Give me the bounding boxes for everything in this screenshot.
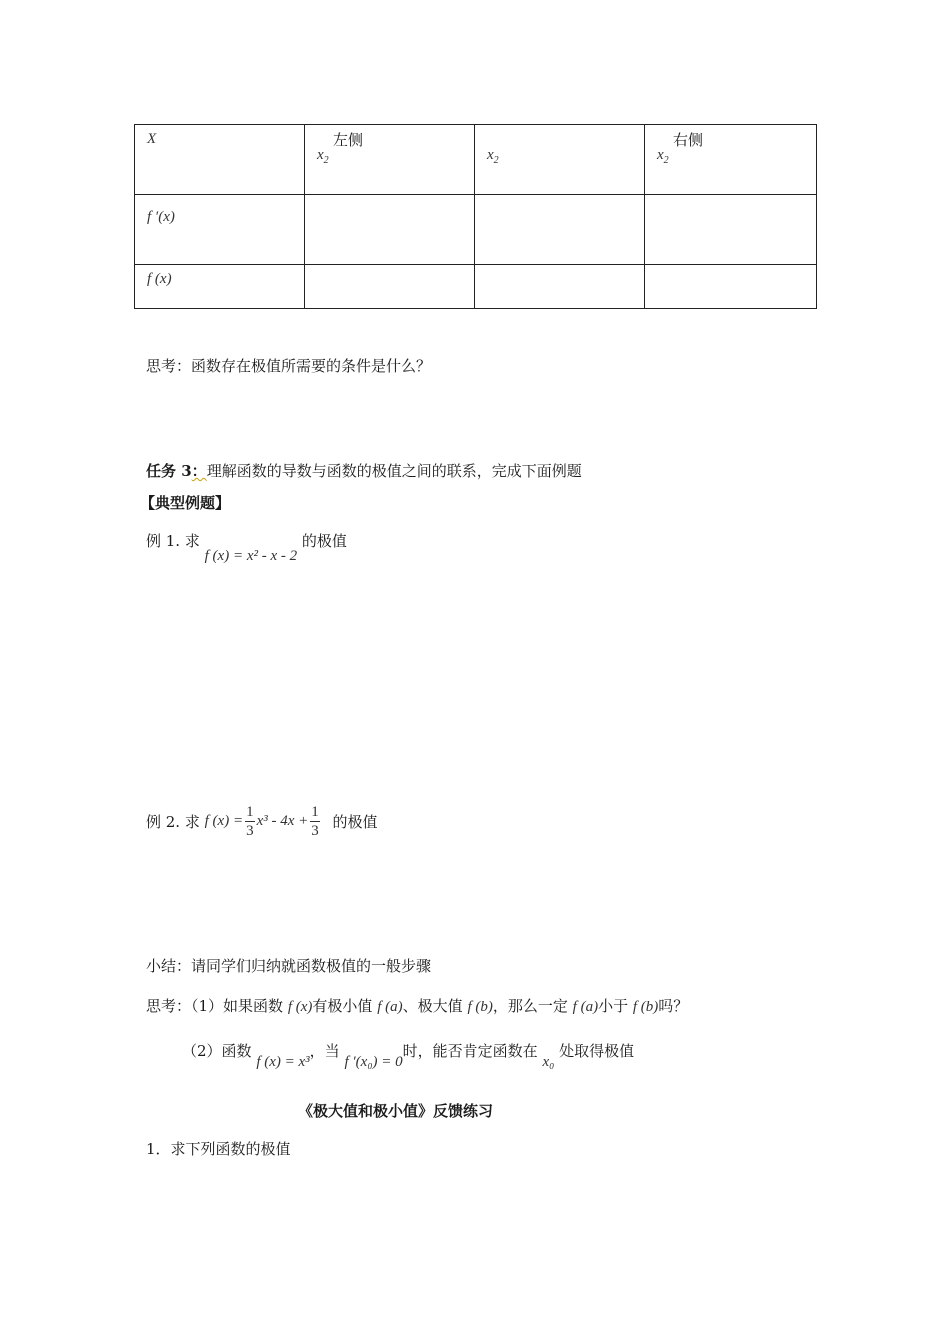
think2-q1-text: （1）如果函数	[191, 997, 284, 1015]
think2-q1-text: 有极小值	[312, 997, 373, 1015]
think2-q1-text: 、极大值	[402, 997, 463, 1015]
think2-q2-text: （2）函数	[182, 1042, 252, 1060]
exercise-1: 1．求下列函数的极值	[146, 1140, 291, 1158]
table-row-derivative-label: f ′(x)	[147, 209, 175, 225]
table-cell	[305, 265, 475, 309]
think2-q1-fb: f (b)	[467, 999, 493, 1015]
table-header-left-cell	[305, 125, 475, 195]
think2-q1-fb: f (b)	[632, 999, 659, 1015]
think2-q1-text: ，那么一定	[492, 997, 568, 1015]
example-2-fraction-2: $\frac{1}{3}$	[311, 804, 319, 839]
table-cell	[305, 195, 475, 265]
task3-text: 理解函数的导数与函数的极值之间的联系，完成下面例题	[206, 462, 582, 480]
task3-colon: ：	[191, 462, 207, 480]
table-header-x-cell	[135, 125, 305, 195]
example-1-suffix: 的极值	[301, 532, 347, 550]
example-2-fraction-1: $\frac{1}{3}$	[246, 804, 254, 839]
example-2-lhs: f (x) =	[204, 813, 244, 829]
example-1	[146, 530, 347, 564]
think2-q1-text: 吗？	[658, 997, 689, 1015]
task3-label: 任务 3	[146, 462, 192, 480]
table-cell	[475, 265, 645, 309]
think2-q2-text: ，当	[309, 1042, 340, 1060]
example-1-formula: f (x) = x² - x - 2	[204, 548, 298, 564]
example-2-suffix: 的极值	[332, 813, 378, 831]
think-question-2	[146, 995, 688, 1016]
example-2-prefix: 例 2. 求	[146, 813, 200, 831]
summary: 小结：请同学们归纳就函数极值的一般步骤	[146, 957, 432, 975]
table-header-x2: $x_2$	[487, 147, 499, 166]
think2-q1-fa: f (a)	[572, 999, 599, 1015]
example-1-prefix: 例 1. 求	[146, 532, 200, 550]
task3-heading	[146, 460, 582, 481]
think2-q1-fx: f (x)	[287, 999, 313, 1015]
table-header-x2-right: $x_2$	[657, 147, 669, 166]
think2-label: 思考：	[146, 997, 192, 1015]
think2-q2-x0: x₀	[542, 1054, 555, 1070]
table-row-derivative-label-cell	[135, 195, 305, 265]
table-cell	[645, 195, 817, 265]
table-header-left-side: 左侧	[333, 131, 364, 149]
example-2-term: x³ - 4x +	[256, 813, 309, 829]
table-header-right-side: 右侧	[673, 131, 704, 149]
think2-q2-text: 处取得极值	[559, 1042, 635, 1060]
table-cell	[475, 195, 645, 265]
think-question-2-part-2	[182, 1040, 635, 1070]
table-header-right-cell	[645, 125, 817, 195]
think2-q2-fx: f (x) = x³	[256, 1054, 310, 1070]
table-header-x: X	[147, 131, 157, 147]
think2-q2-condition: f ′(x₀) = 0	[344, 1054, 403, 1070]
think2-q1-fa: f (a)	[377, 999, 403, 1015]
extremum-table	[134, 124, 817, 309]
table-row-function-label-cell	[135, 265, 305, 309]
think-question-1: 思考：函数存在极值所需要的条件是什么？	[146, 357, 432, 375]
table-cell	[645, 265, 817, 309]
feedback-title: 《极大值和极小值》反馈练习	[298, 1102, 494, 1120]
table-row-function-label: f (x)	[147, 271, 172, 287]
think2-q1-text: 小于	[598, 997, 629, 1015]
table-header-x2-left: $x_2$	[317, 147, 329, 166]
think2-q2-text: 时，能否肯定函数在	[402, 1042, 538, 1060]
section-typical-examples: 【典型例题】	[140, 494, 231, 512]
table-header-x2-cell	[475, 125, 645, 195]
example-2	[146, 803, 378, 840]
